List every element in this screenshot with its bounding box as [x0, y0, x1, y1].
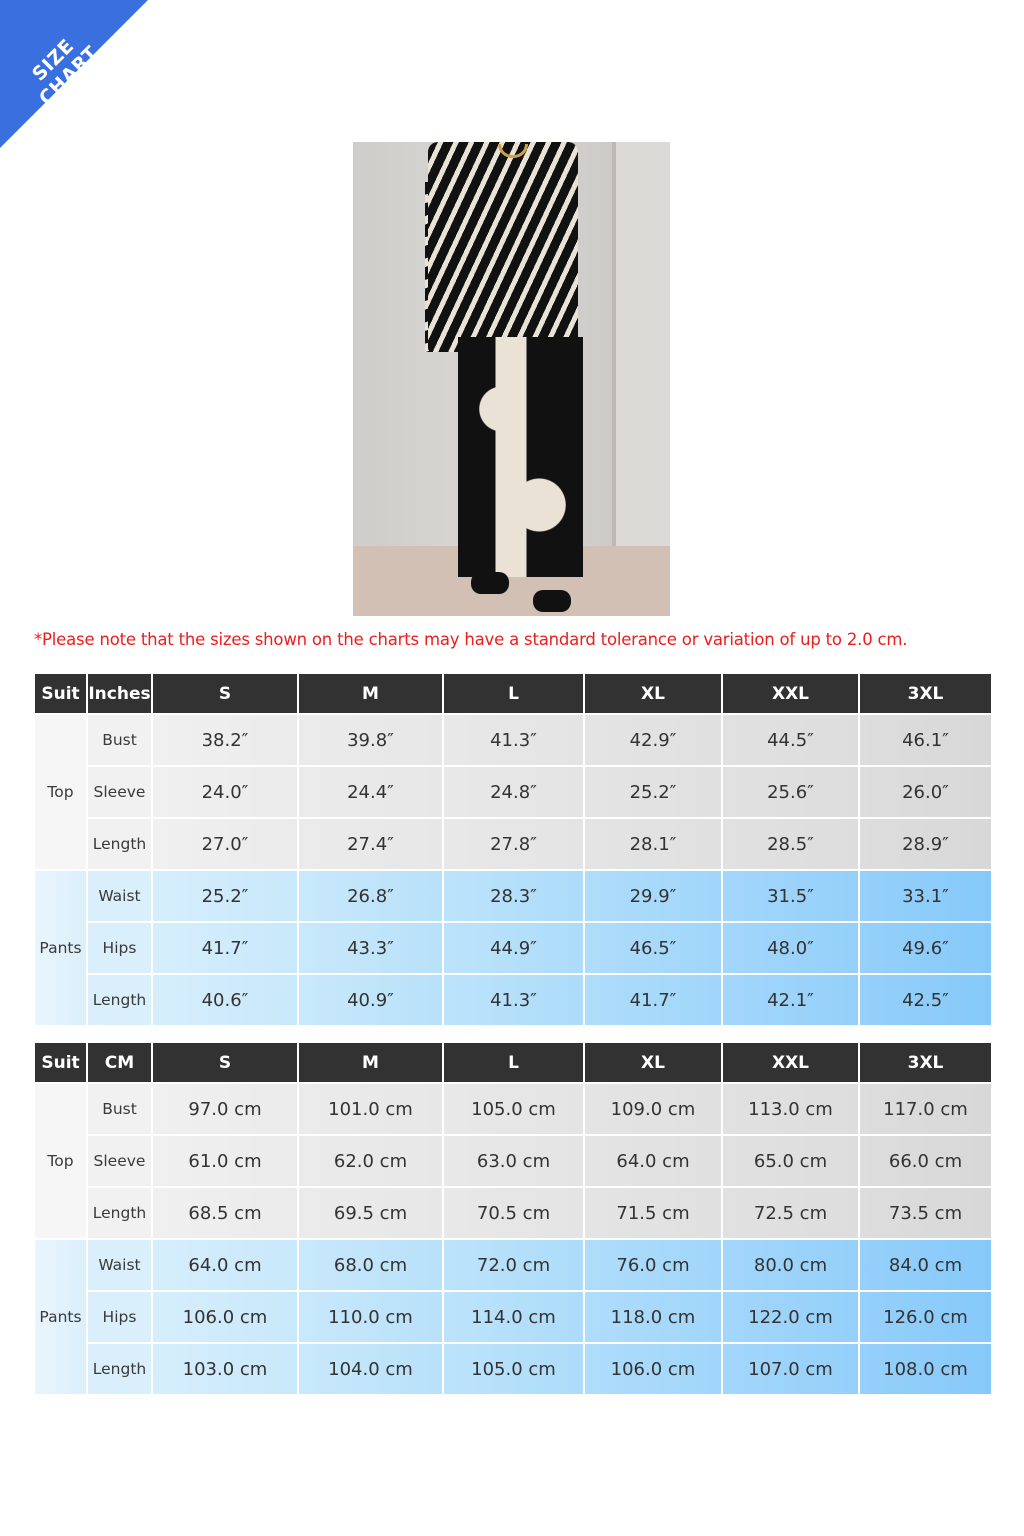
size-chart-ribbon — [0, 0, 148, 148]
table-row — [35, 1292, 991, 1342]
cell-value: 104.0 cm — [299, 1344, 442, 1394]
cell-value: 42.1″ — [723, 975, 858, 1025]
group-label-top: Top — [35, 715, 86, 869]
table-header-row — [35, 1043, 991, 1082]
photo-pants — [458, 337, 583, 577]
cell-value: 72.0 cm — [444, 1240, 583, 1290]
group-label-pants: Pants — [35, 871, 86, 1025]
header-size-3xl: 3XL — [860, 1043, 991, 1082]
row-label: Length — [88, 819, 151, 869]
cell-value: 63.0 cm — [444, 1136, 583, 1186]
table-row — [35, 1344, 991, 1394]
table-row — [35, 819, 991, 869]
cell-value: 106.0 cm — [153, 1292, 297, 1342]
table-row — [35, 923, 991, 973]
cell-value: 110.0 cm — [299, 1292, 442, 1342]
cell-value: 118.0 cm — [585, 1292, 721, 1342]
photo-wall-pillar — [612, 142, 670, 616]
cell-value: 24.0″ — [153, 767, 297, 817]
cell-value: 107.0 cm — [723, 1344, 858, 1394]
table-row — [35, 715, 991, 765]
cell-value: 49.6″ — [860, 923, 991, 973]
cell-value: 44.5″ — [723, 715, 858, 765]
cell-value: 42.9″ — [585, 715, 721, 765]
cell-value: 109.0 cm — [585, 1084, 721, 1134]
header-size-xxl: XXL — [723, 674, 858, 713]
cell-value: 114.0 cm — [444, 1292, 583, 1342]
cell-value: 38.2″ — [153, 715, 297, 765]
cell-value: 80.0 cm — [723, 1240, 858, 1290]
cell-value: 41.7″ — [153, 923, 297, 973]
cell-value: 41.3″ — [444, 715, 583, 765]
header-size-xl: XL — [585, 1043, 721, 1082]
cell-value: 65.0 cm — [723, 1136, 858, 1186]
cell-value: 70.5 cm — [444, 1188, 583, 1238]
cell-value: 25.2″ — [585, 767, 721, 817]
table-row — [35, 1188, 991, 1238]
header-suit: Suit — [35, 1043, 86, 1082]
cell-value: 26.8″ — [299, 871, 442, 921]
product-photo — [353, 142, 670, 616]
cell-value: 71.5 cm — [585, 1188, 721, 1238]
cell-value: 25.2″ — [153, 871, 297, 921]
row-label: Bust — [88, 1084, 151, 1134]
header-unit: Inches — [88, 674, 151, 713]
cell-value: 41.7″ — [585, 975, 721, 1025]
cell-value: 40.6″ — [153, 975, 297, 1025]
cell-value: 46.5″ — [585, 923, 721, 973]
cell-value: 44.9″ — [444, 923, 583, 973]
header-size-l: L — [444, 1043, 583, 1082]
header-unit: CM — [88, 1043, 151, 1082]
photo-sandal-right — [533, 590, 571, 612]
row-label: Sleeve — [88, 767, 151, 817]
header-size-l: L — [444, 674, 583, 713]
header-size-xxl: XXL — [723, 1043, 858, 1082]
row-label: Length — [88, 975, 151, 1025]
table-row — [35, 1240, 991, 1290]
cell-value: 72.5 cm — [723, 1188, 858, 1238]
group-label-pants: Pants — [35, 1240, 86, 1394]
row-label: Waist — [88, 871, 151, 921]
cell-value: 64.0 cm — [153, 1240, 297, 1290]
row-label: Bust — [88, 715, 151, 765]
cell-value: 28.9″ — [860, 819, 991, 869]
cell-value: 122.0 cm — [723, 1292, 858, 1342]
header-size-s: S — [153, 674, 297, 713]
cell-value: 48.0″ — [723, 923, 858, 973]
table-row — [35, 1084, 991, 1134]
cell-value: 68.5 cm — [153, 1188, 297, 1238]
table-row — [35, 975, 991, 1025]
cell-value: 105.0 cm — [444, 1344, 583, 1394]
table-row — [35, 871, 991, 921]
cell-value: 42.5″ — [860, 975, 991, 1025]
cell-value: 25.6″ — [723, 767, 858, 817]
size-table-inches — [33, 672, 993, 1027]
row-label: Hips — [88, 923, 151, 973]
cell-value: 29.9″ — [585, 871, 721, 921]
header-suit: Suit — [35, 674, 86, 713]
row-label: Length — [88, 1344, 151, 1394]
table-row — [35, 1136, 991, 1186]
row-label: Waist — [88, 1240, 151, 1290]
row-label: Length — [88, 1188, 151, 1238]
cell-value: 84.0 cm — [860, 1240, 991, 1290]
cell-value: 28.1″ — [585, 819, 721, 869]
cell-value: 24.4″ — [299, 767, 442, 817]
cell-value: 26.0″ — [860, 767, 991, 817]
header-size-3xl: 3XL — [860, 674, 991, 713]
cell-value: 24.8″ — [444, 767, 583, 817]
cell-value: 62.0 cm — [299, 1136, 442, 1186]
cell-value: 105.0 cm — [444, 1084, 583, 1134]
cell-value: 101.0 cm — [299, 1084, 442, 1134]
cell-value: 33.1″ — [860, 871, 991, 921]
header-size-m: M — [299, 674, 442, 713]
ribbon-label: SIZE CHART — [27, 34, 103, 110]
cell-value: 46.1″ — [860, 715, 991, 765]
cell-value: 27.8″ — [444, 819, 583, 869]
cell-value: 76.0 cm — [585, 1240, 721, 1290]
cell-value: 28.5″ — [723, 819, 858, 869]
cell-value: 117.0 cm — [860, 1084, 991, 1134]
cell-value: 28.3″ — [444, 871, 583, 921]
cell-value: 97.0 cm — [153, 1084, 297, 1134]
cell-value: 43.3″ — [299, 923, 442, 973]
cell-value: 66.0 cm — [860, 1136, 991, 1186]
tolerance-note: *Please note that the sizes shown on the charts may have a standard tolerance or variation of up to 2.0 cm. — [34, 630, 908, 649]
table-row — [35, 767, 991, 817]
cell-value: 27.0″ — [153, 819, 297, 869]
cell-value: 39.8″ — [299, 715, 442, 765]
group-label-top: Top — [35, 1084, 86, 1238]
header-size-m: M — [299, 1043, 442, 1082]
cell-value: 106.0 cm — [585, 1344, 721, 1394]
row-label: Sleeve — [88, 1136, 151, 1186]
cell-value: 113.0 cm — [723, 1084, 858, 1134]
cell-value: 27.4″ — [299, 819, 442, 869]
table-header-row — [35, 674, 991, 713]
cell-value: 61.0 cm — [153, 1136, 297, 1186]
cell-value: 73.5 cm — [860, 1188, 991, 1238]
cell-value: 126.0 cm — [860, 1292, 991, 1342]
cell-value: 68.0 cm — [299, 1240, 442, 1290]
cell-value: 69.5 cm — [299, 1188, 442, 1238]
row-label: Hips — [88, 1292, 151, 1342]
photo-sandal-left — [471, 572, 509, 594]
header-size-xl: XL — [585, 674, 721, 713]
cell-value: 108.0 cm — [860, 1344, 991, 1394]
size-table-cm — [33, 1041, 993, 1396]
cell-value: 31.5″ — [723, 871, 858, 921]
cell-value: 64.0 cm — [585, 1136, 721, 1186]
header-size-s: S — [153, 1043, 297, 1082]
cell-value: 103.0 cm — [153, 1344, 297, 1394]
cell-value: 40.9″ — [299, 975, 442, 1025]
cell-value: 41.3″ — [444, 975, 583, 1025]
photo-shirt — [428, 142, 578, 352]
